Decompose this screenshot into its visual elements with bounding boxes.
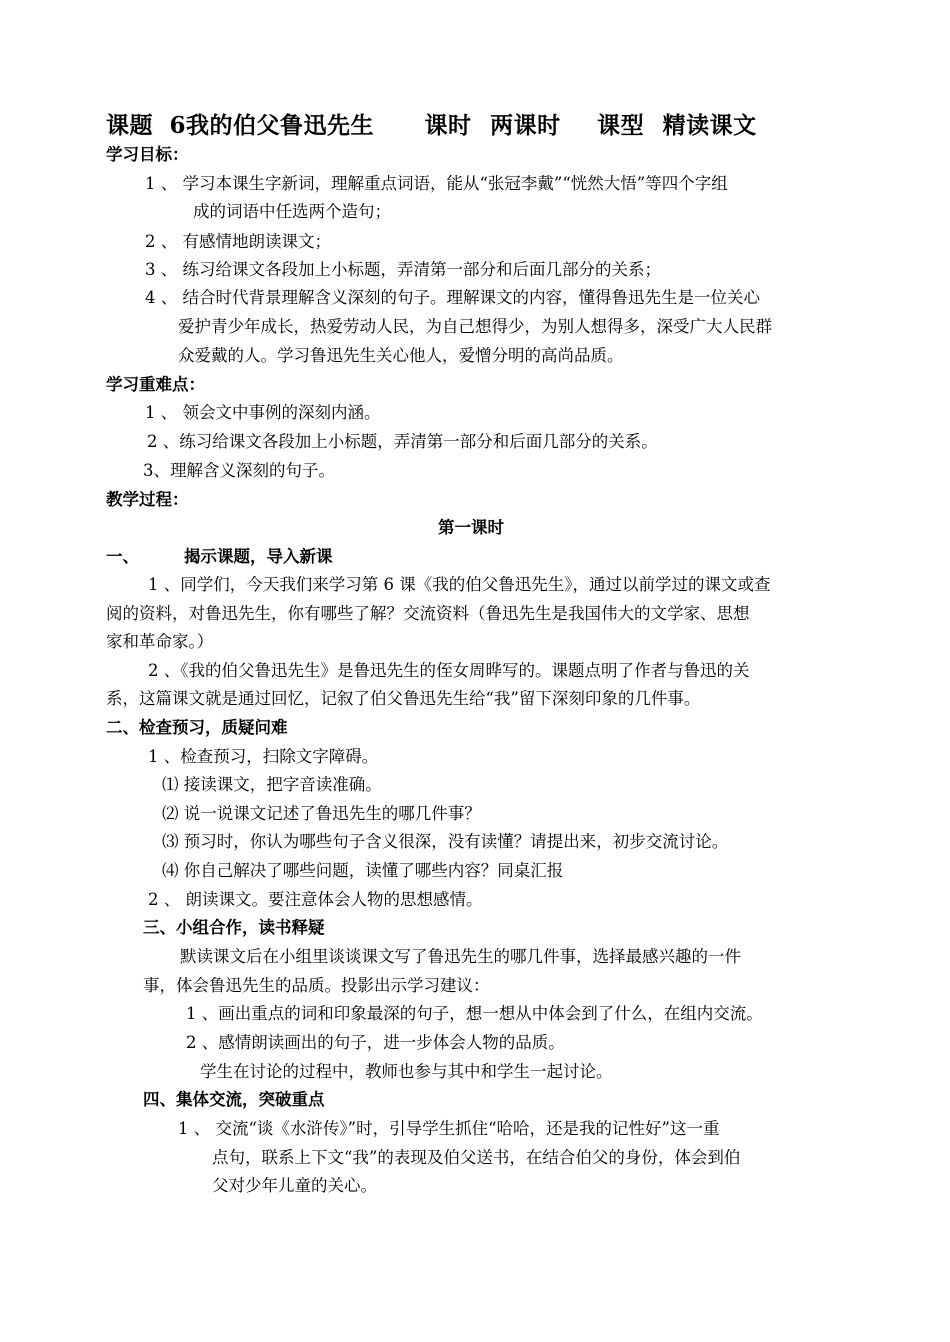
session-1-title: 第一课时 [438, 518, 504, 537]
section-1-para-2-line-1: 2 、《我的伯父鲁迅先生》是鲁迅先生的侄女周晔写的。课题点明了作者与鲁迅的关 [148, 661, 750, 680]
section-4-item-1-line-3: 父对少年儿童的关心。 [212, 1176, 377, 1195]
section-2-sub-3: ⑶ 预习时，你认为哪些句子含义很深，没有读懂？请提出来，初步交流讨论。 [162, 832, 729, 851]
section-3-line-3: 学生在讨论的过程中，教师也参与其中和学生一起讨论。 [200, 1062, 613, 1081]
section-1-para-1-line-3: 家和革命家。） [106, 632, 214, 651]
type-label: 课型 [597, 112, 645, 139]
difficulty-3: 3、理解含义深刻的句子。 [143, 461, 335, 480]
objective-3: 3 、 练习给课文各段加上小标题，弄清第一部分和后面几部分的关系； [145, 260, 661, 279]
section-2-sub-1: ⑴ 接读课文，把字音读准确。 [162, 775, 382, 794]
section-4-item-1-line-1: 1 、 交流“谈《水浒传》”时，引导学生抓住“哈哈，还是我的记性好”这一重 [178, 1119, 720, 1138]
objective-4-line-2: 爱护青少年成长，热爱劳动人民，为自己想得少，为别人想得多，深受广大人民群 [178, 317, 772, 336]
section-3-line-1: 默读课文后在小组里谈谈课文写了鲁迅先生的哪几件事，选择最感兴趣的一件 [180, 947, 741, 966]
difficulties-heading: 学习重难点： [106, 375, 205, 394]
objective-1-line-2: 成的词语中任选两个造句； [193, 202, 391, 221]
section-4-title: 四、集体交流，突破重点 [143, 1090, 325, 1109]
section-3-line-2: 事，体会鲁迅先生的品质。投影出示学习建议： [143, 976, 490, 995]
objectives-heading: 学习目标： [106, 145, 189, 164]
section-3-title: 三、小组合作，读书释疑 [143, 918, 325, 937]
section-3-item-2: 2 、感情朗读画出的句子，进一步体会人物的品质。 [186, 1033, 565, 1052]
section-2-title: 二、检查预习，质疑问难 [106, 718, 288, 737]
lesson-title: 6我的伯父鲁迅先生 [169, 112, 375, 139]
objective-2: 2 、 有感情地朗读课文； [145, 232, 331, 251]
section-2-item-1: 1 、检查预习，扫除文字障碍。 [148, 747, 379, 766]
objective-4-line-1: 4 、 结合时代背景理解含义深刻的句子。理解课文的内容，懂得鲁迅先生是一位关心 [145, 288, 760, 307]
document-title [106, 112, 757, 140]
section-4-item-1-line-2: 点句，联系上下文“我”的表现及伯父送书，在结合伯父的身份，体会到伯 [212, 1148, 741, 1167]
difficulty-2: 2 、练习给课文各段加上小标题，弄清第一部分和后面几部分的关系。 [147, 432, 658, 451]
objective-1-line-1: 1 、 学习本课生字新词，理解重点词语，能从“张冠李戴”“恍然大悟”等四个字组 [145, 174, 728, 193]
period-label: 课时 [424, 112, 472, 139]
section-1-para-1-line-2: 阅的资料，对鲁迅先生，你有哪些了解？交流资料（鲁迅先生是我国伟大的文学家、思想 [106, 604, 750, 623]
section-1-para-2-line-2: 系，这篇课文就是通过回忆，记叙了伯父鲁迅先生给“我”留下深刻印象的几件事。 [106, 689, 701, 708]
difficulty-1: 1 、 领会文中事例的深刻内涵。 [145, 403, 381, 422]
section-2-sub-2: ⑵ 说一说课文记述了鲁迅先生的哪几件事？ [162, 804, 481, 823]
type-value: 精读课文 [662, 112, 757, 139]
section-2-item-2: 2 、 朗读课文。要注意体会人物的思想感情。 [148, 890, 483, 909]
section-1-title: 揭示课题，导入新课 [184, 547, 333, 566]
section-1-para-1-line-1: 1 、同学们，今天我们来学习第 6 课《我的伯父鲁迅先生》，通过以前学过的课文或查 [148, 575, 771, 594]
lesson-label: 课题 [106, 112, 153, 139]
section-1-number: 一、 [106, 547, 139, 566]
section-2-sub-4: ⑷ 你自己解决了哪些问题，读懂了哪些内容？同桌汇报 [162, 861, 564, 880]
section-3-item-1: 1 、画出重点的词和印象最深的句子，想一想从中体会到了什么，在组内交流。 [186, 1004, 763, 1023]
period-value: 两课时 [490, 112, 561, 139]
objective-4-line-3: 众爱戴的人。学习鲁迅先生关心他人，爱憎分明的高尚品质。 [178, 346, 624, 365]
process-heading: 教学过程： [106, 490, 189, 509]
